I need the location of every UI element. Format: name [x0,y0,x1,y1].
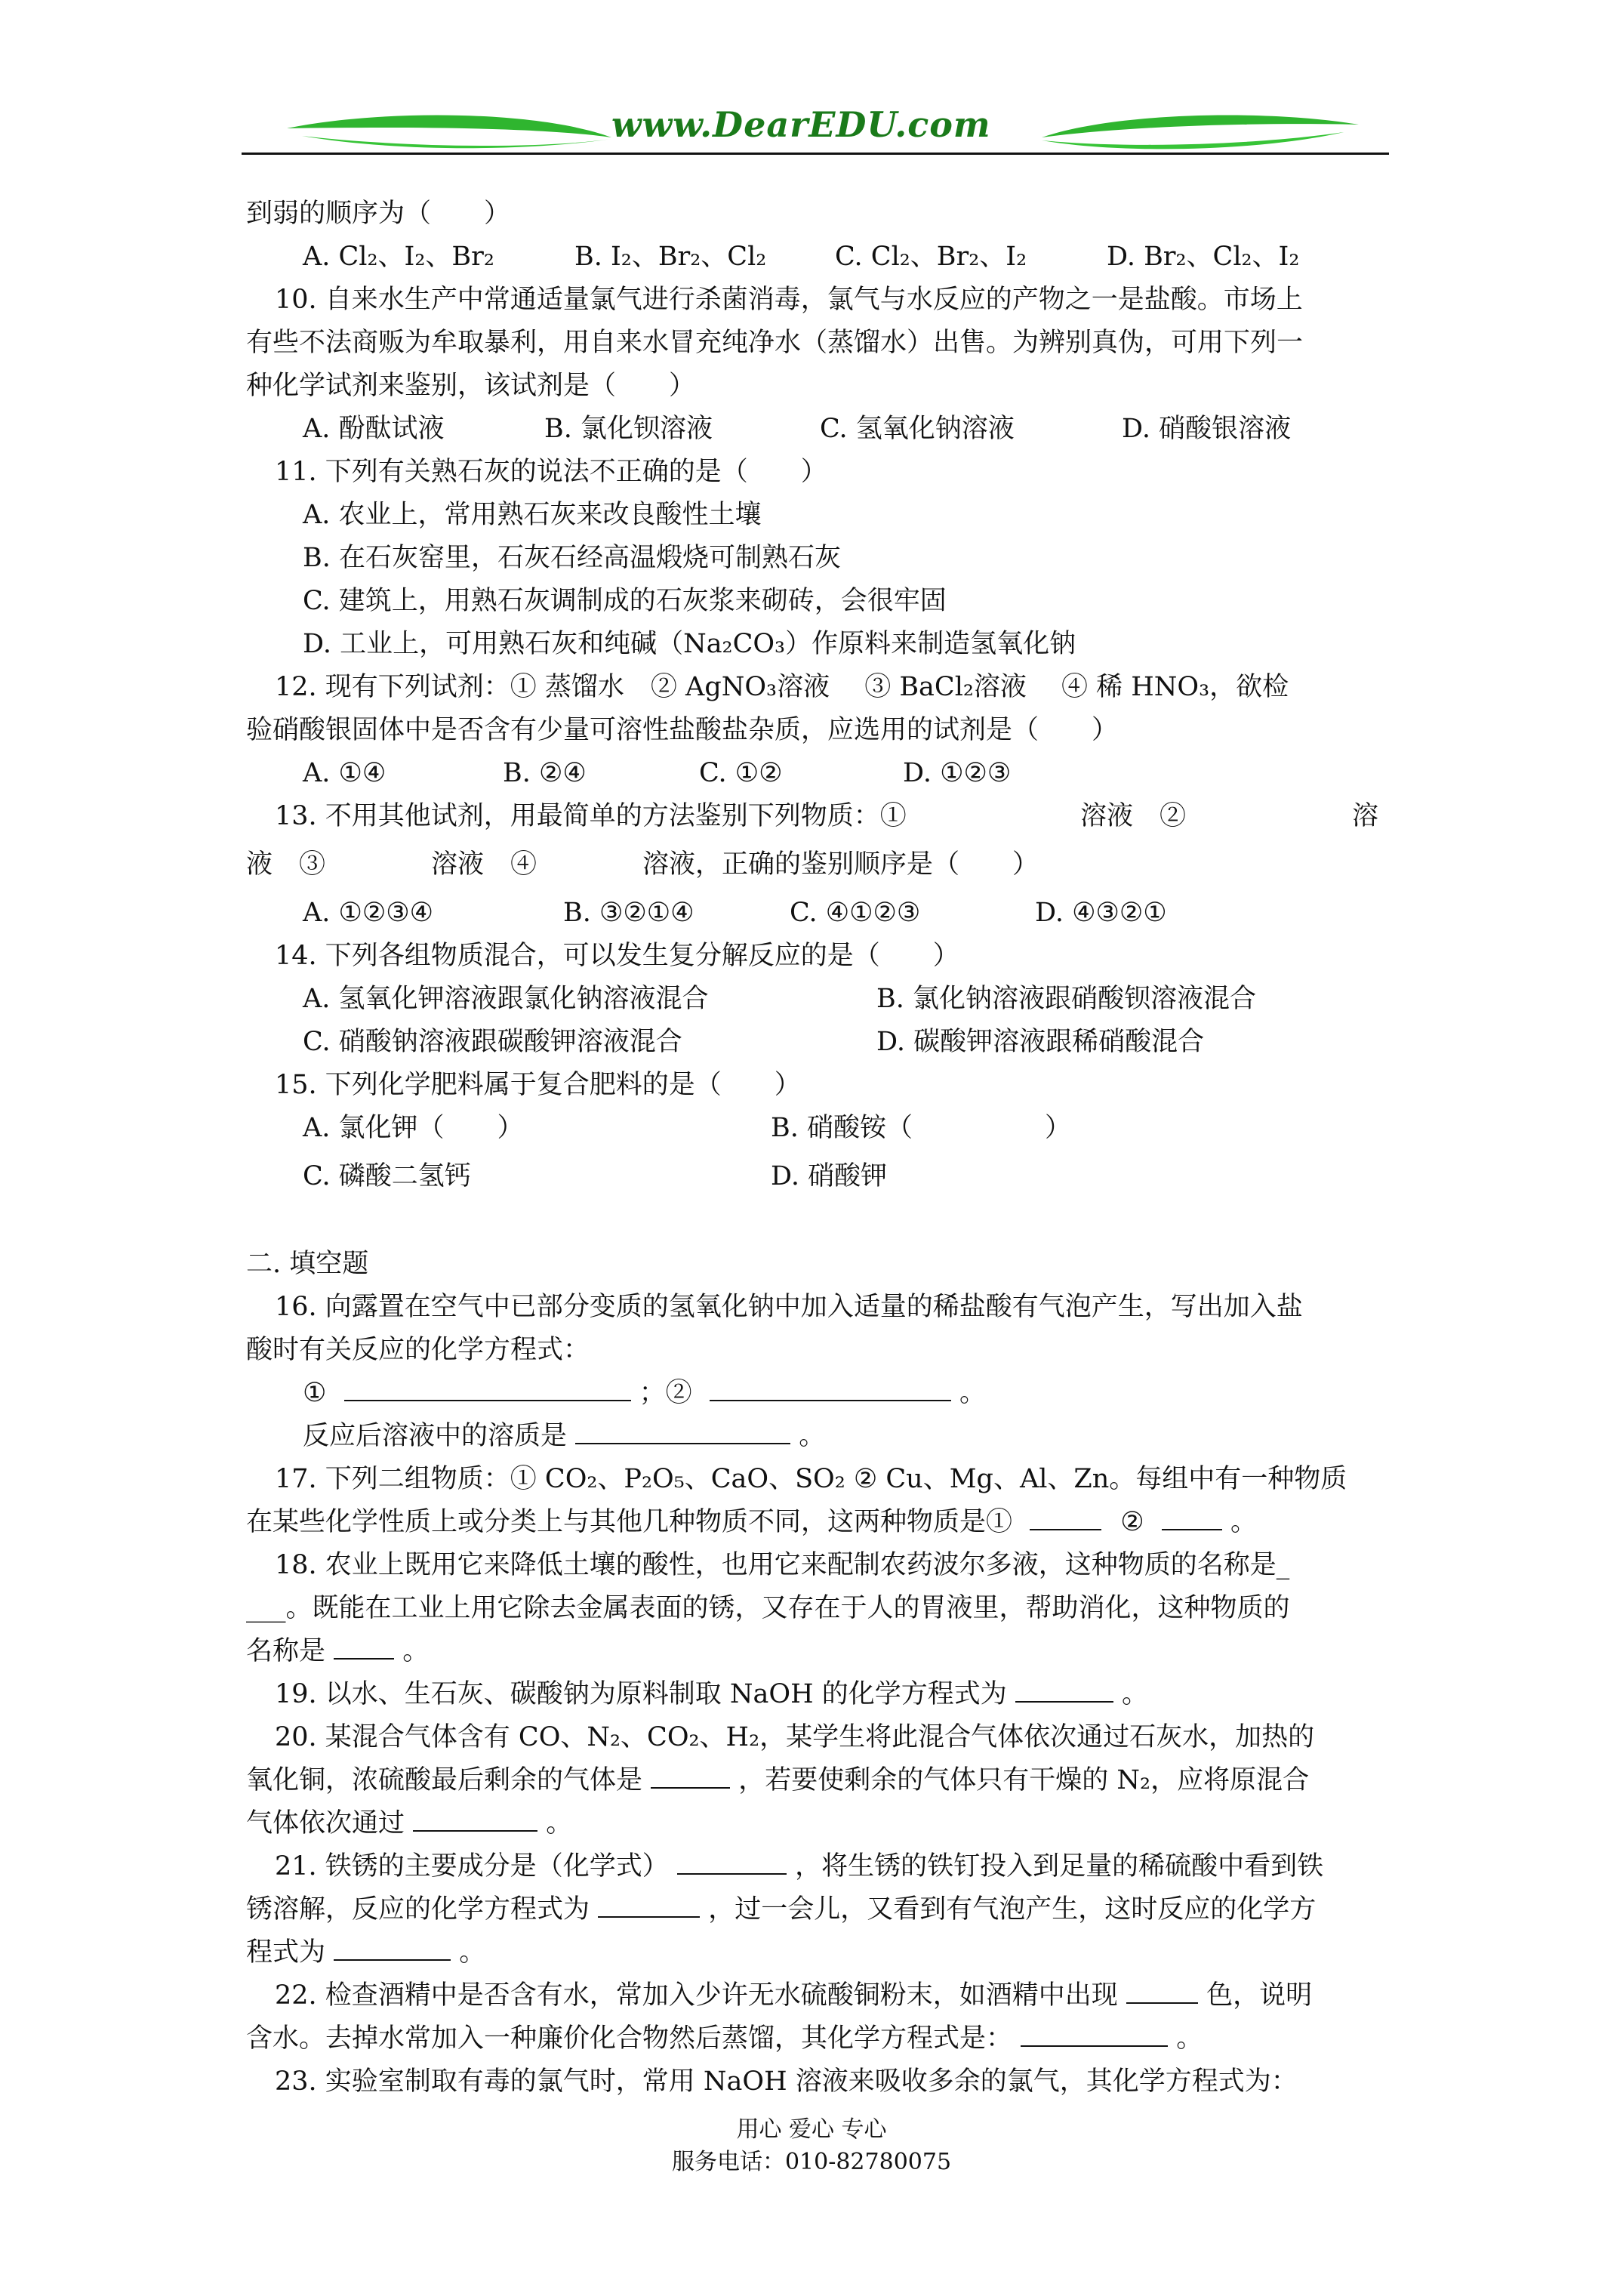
question-19 [246,1673,1389,1716]
answer-blank[interactable] [334,1934,451,1961]
option: B. ②④ [503,758,587,788]
question-11: 11. 下列有关熟石灰的说法不正确的是（ ） [275,457,827,487]
text-part: ；② [639,1378,692,1408]
text-line [246,1888,1389,1931]
question-12: 12. 现有下列试剂：① 蒸馏水 ② AgNO₃溶液 ③ BaCl₂溶液 ④ 稀 HNO₃，欲检 [275,672,1289,702]
option: C. 建筑上，用熟石灰调制成的石灰浆来砌砖，会很牢固 [303,586,947,616]
option: B. 硝酸铵（ ） [771,1113,1071,1143]
answer-blank[interactable] [344,1374,631,1401]
text-part: 13. 不用其他试剂，用最简单的方法鉴别下列物质：① [275,801,907,831]
text-line: 有些不法商贩为牟取暴利，用自来水冒充纯净水（蒸馏水）出售。为辨别真伪，可用下列一 [246,328,1304,358]
text-part: 。 [546,1808,573,1838]
text-line [246,1501,1389,1544]
text-line [246,2017,1389,2060]
text-part: ① [303,1378,327,1408]
option: A. 酚酞试液 [303,414,445,444]
text-part: 。 [799,1421,826,1451]
footer-phone: 服务电话：010-82780075 [671,2149,952,2175]
q16-solute-line [246,1415,1389,1458]
answer-blank[interactable] [575,1417,790,1444]
q14-options-row2 [246,1021,1389,1064]
text-part: 21. 铁锈的主要成分是（化学式） [275,1851,669,1881]
text-line: 到弱的顺序为（ ） [246,199,511,229]
question-17: 17. 下列二组物质：① CO₂、P₂O₅、CaO、SO₂ ② Cu、Mg、Al、Zn。每组中有一种物质 [275,1464,1347,1494]
answer-blank[interactable] [1126,1977,1198,2004]
option: C. 氢氧化钠溶液 [820,414,1015,444]
option: A. 氯化钾（ ） [303,1113,524,1143]
question-13 [246,795,1389,843]
option: A. ①②③④ [303,898,434,928]
text-part: 名称是 [246,1636,326,1666]
text-part: 在某些化学性质上或分类上与其他几种物质不同，这两种物质是① [246,1507,1013,1537]
question-16: 16. 向露置在空气中已部分变质的氢氧化钠中加入适量的稀盐酸有气泡产生，写出加入盐 [275,1292,1303,1322]
text-part: 反应后溶液中的溶质是 [303,1421,568,1451]
text-part: ，若要使剩余的气体只有干燥的 N₂，应将原混合 [738,1765,1310,1795]
text-part: 19. 以水、生石灰、碳酸钠为原料制取 NaOH 的化学方程式为 [275,1679,1007,1709]
option: A. Cl₂、I₂、Br₂ [303,242,494,272]
q15-options-row2 [246,1155,1389,1203]
text-line [246,1759,1389,1802]
option: A. ①④ [303,758,387,788]
answer-blank[interactable] [598,1891,700,1918]
text-line: ___。既能在工业上用它除去金属表面的锈，又存在于人的胃液里，帮助消化，这种物质的 [246,1593,1290,1623]
text-line: 酸时有关反应的化学方程式： [246,1335,590,1365]
text-part: 。 [1230,1507,1257,1537]
text-line [246,1802,1389,1845]
q13-options [246,892,1389,935]
text-part: 氧化铜，浓硫酸最后剩余的气体是 [246,1765,643,1795]
text-part: 。 [959,1378,986,1408]
option: C. ①② [699,758,783,788]
option: D. ①②③ [903,758,1012,788]
option: A. 农业上，常用熟石灰来改良酸性土壤 [303,500,762,530]
text-part: 溶 [1352,801,1379,831]
answer-blank[interactable] [413,1804,537,1832]
option: B. 在石灰窑里，石灰石经高温煅烧可制熟石灰 [303,543,841,573]
answer-blank[interactable] [677,1848,787,1875]
answer-blank[interactable] [1015,1675,1113,1703]
text-part: 锈溶解，反应的化学方程式为 [246,1894,590,1925]
answer-blank[interactable] [1021,2020,1168,2047]
option: C. Cl₂、Br₂、I₂ [835,242,1027,272]
text-part: 溶液 ② [1080,801,1187,831]
text-part: 。 [402,1636,430,1666]
question-14: 14. 下列各组物质混合，可以发生复分解反应的是（ ） [275,941,959,971]
option: B. 氯化钡溶液 [544,414,713,444]
question-22 [246,1974,1389,2017]
answer-blank[interactable] [710,1374,951,1401]
text-part: 色，说明 [1206,1980,1313,2011]
option: A. 氢氧化钾溶液跟氯化钠溶液混合 [303,984,709,1014]
document-body [246,193,1389,2103]
q14-options-row1 [246,978,1389,1021]
answer-blank[interactable] [1162,1503,1222,1530]
q12-options [246,752,1389,795]
option: D. 硝酸银溶液 [1122,414,1292,444]
section-heading: 二. 填空题 [246,1249,369,1279]
text-part: ② [1120,1507,1144,1537]
option: D. ④③②① [1035,898,1167,928]
question-23: 23. 实验室制取有毒的氯气时，常用 NaOH 溶液来吸收多余的氯气，其化学方程式为： [275,2066,1298,2097]
text-part: ，将生锈的铁钉投入到足量的稀硫酸中看到铁 [795,1851,1324,1881]
text-line [246,1931,1389,1974]
option: C. 硝酸钠溶液跟碳酸钾溶液混合 [303,1027,682,1057]
option: B. ③②①④ [563,898,694,928]
q15-options-row1 [246,1107,1389,1155]
question-20: 20. 某混合气体含有 CO、N₂、CO₂、H₂，某学生将此混合气体依次通过石灰水，加热的 [275,1722,1315,1752]
q10-options [246,408,1389,451]
text-part: 含水。去掉水常加入一种廉价化合物然后蒸馏，其化学方程式是： [246,2023,1013,2054]
option: D. 工业上，可用熟石灰和纯碱（Na₂CO₃）作原料来制造氢氧化钠 [303,629,1076,659]
option: C. ④①②③ [790,898,921,928]
text-part: 。 [1176,2023,1203,2054]
text-part: ，过一会儿，又看到有气泡产生，这时反应的化学方 [708,1894,1317,1925]
text-part: 。 [1122,1679,1149,1709]
text-line: 种化学试剂来鉴别，该试剂是（ ） [246,371,696,401]
question-10: 10. 自来水生产中常通适量氯气进行杀菌消毒，氯气与水反应的产物之一是盐酸。市场上 [275,285,1303,315]
question-21 [246,1845,1389,1888]
option: D. 碳酸钾溶液跟稀硝酸混合 [876,1027,1205,1057]
option: B. I₂、Br₂、Cl₂ [574,242,767,272]
text-part: 22. 检查酒精中是否含有水，常加入少许无水硫酸铜粉末，如酒精中出现 [275,1980,1118,2011]
text-line: 液 ③ 溶液 ④ 溶液，正确的鉴别顺序是（ ） [246,849,1039,880]
footer-slogan: 用心 爱心 专心 [736,2116,887,2143]
option: B. 氯化钠溶液跟硝酸钡溶液混合 [876,984,1256,1014]
q9-options [246,236,1389,279]
header-rule [242,153,1389,155]
q16-equations-line [246,1372,1389,1415]
question-18: 18. 农业上既用它来降低土壤的酸性，也用它来配制农药波尔多液，这种物质的名称是_ [275,1550,1290,1580]
answer-blank[interactable] [651,1761,730,1789]
option: D. Br₂、Cl₂、I₂ [1107,242,1300,272]
text-part: 。 [459,1937,486,1968]
option: C. 磷酸二氢钙 [303,1161,471,1191]
page-header [242,106,1389,166]
text-part: 气体依次通过 [246,1808,405,1838]
text-line: 验硝酸银固体中是否含有少量可溶性盐酸盐杂质，应选用的试剂是（ ） [246,715,1119,745]
answer-blank[interactable] [1030,1503,1101,1530]
text-line [246,1630,1389,1673]
text-part: 程式为 [246,1937,326,1968]
answer-blank[interactable] [334,1632,394,1660]
option: D. 硝酸钾 [771,1161,888,1191]
site-logo[interactable]: www.DearEDU.com [611,104,991,145]
question-15: 15. 下列化学肥料属于复合肥料的是（ ） [275,1070,801,1100]
spacer [246,1203,1389,1243]
